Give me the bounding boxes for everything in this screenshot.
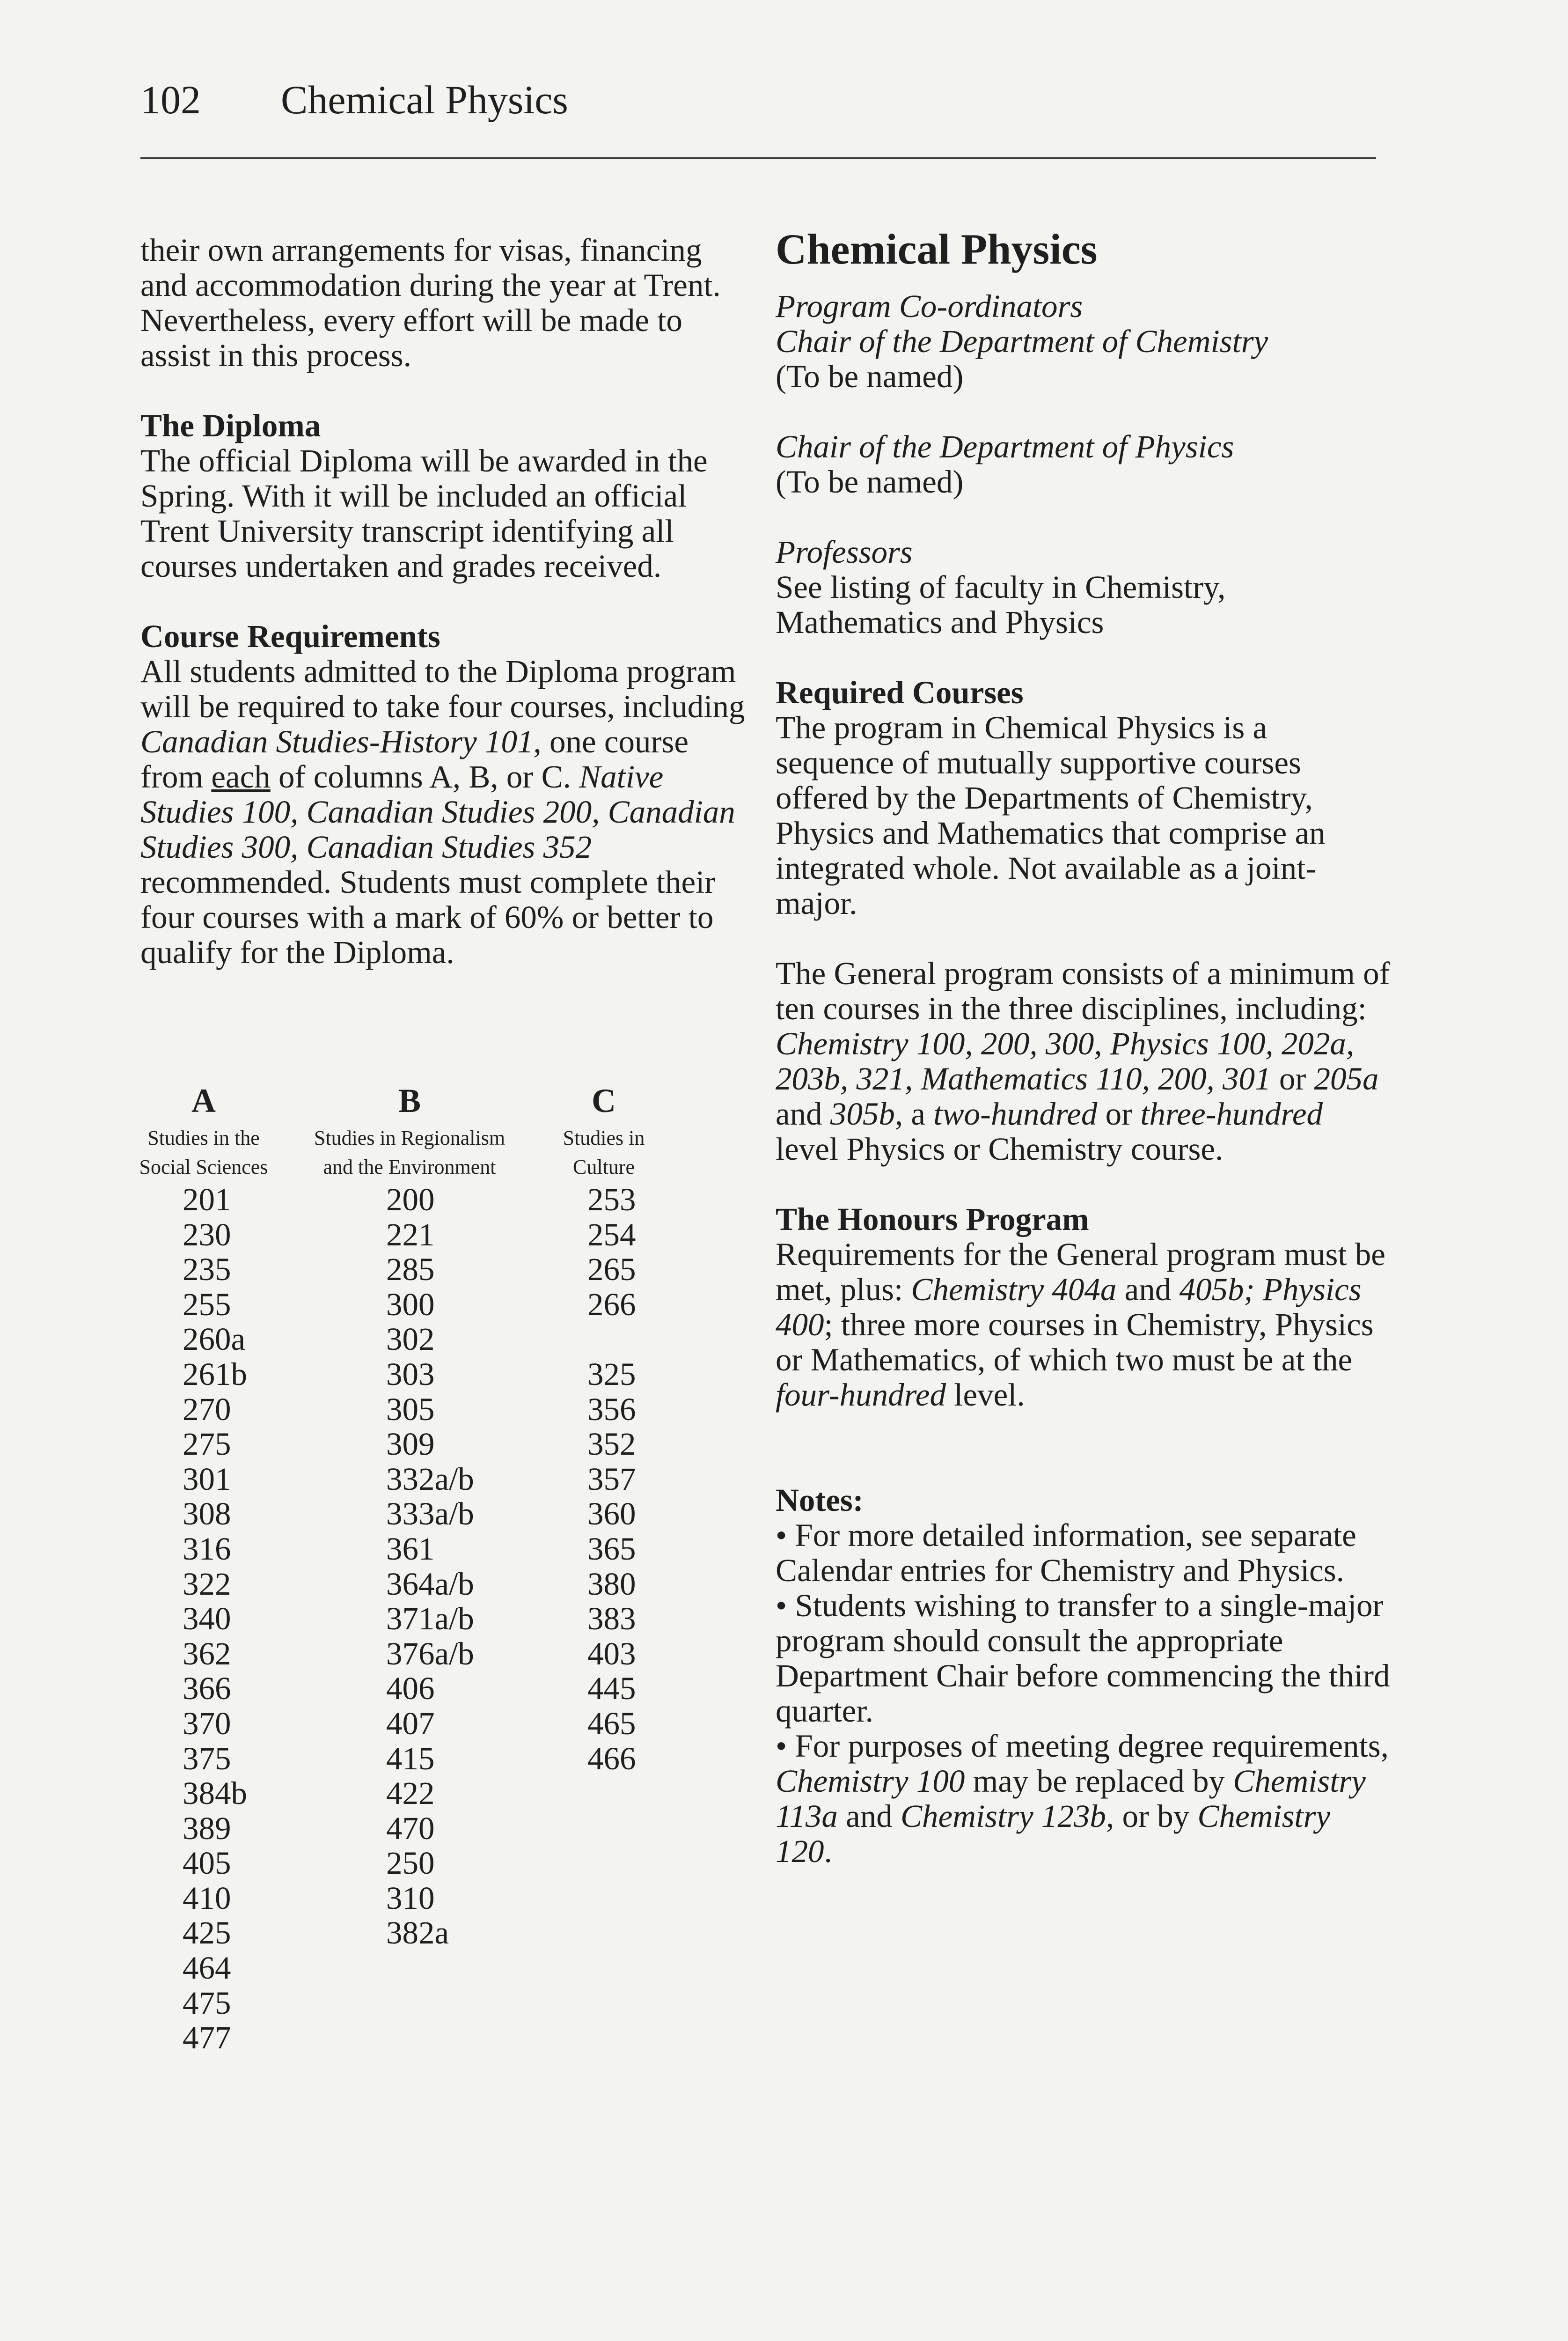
course-number: 475 [183,1985,231,2021]
column-c-subtitle: Studies in Culture [563,1126,645,1178]
course-number: 275 [183,1426,231,1462]
course-number: 364a/b [386,1566,474,1602]
course-number: 255 [183,1286,231,1322]
course-number: 325 [587,1356,636,1392]
left-column [140,233,749,970]
notes-heading: Notes: [776,1482,864,1518]
column-b-courses [386,1182,474,1951]
diploma-paragraph: The official Diploma will be awarded in the Spring. With it will be included an official Trent University transcript identifying all courses undertaken and grades received. [140,443,708,584]
course-number: 360 [587,1496,636,1532]
course-number: 477 [183,2020,231,2056]
course-number: 376a/b [386,1635,474,1671]
course-number: 380 [587,1566,636,1602]
right-column [776,225,1393,1869]
course-number: 415 [386,1740,435,1776]
course-number: 470 [386,1810,435,1846]
header-rule [140,157,1376,159]
course-number: 405 [183,1845,231,1881]
course-number: 410 [183,1880,231,1916]
general-program-paragraph: The General program consists of a minimum of ten courses in the three disciplines, including: Chemistry 100, 200, 300, Physics 100, 202a, 203b, 321, Mathematics 110, 200, 301 or 205a and 305b, a two-hundred or three-hundred level Physics or Chemistry course. [776,956,1390,1167]
running-header [140,77,568,122]
course-number: 302 [386,1321,435,1357]
course-number: 340 [183,1601,231,1637]
course-number: 361 [386,1531,435,1567]
course-number: 322 [183,1566,231,1602]
course-number: 362 [183,1635,231,1671]
course-number: 365 [587,1531,636,1567]
course-number: 356 [587,1391,636,1427]
course-requirements-heading: Course Requirements [140,618,440,654]
column-b-subtitle: Studies in Regionalism and the Environment [314,1126,506,1178]
course-number: 422 [386,1775,435,1811]
course-number: 352 [587,1426,636,1462]
course-number: 407 [386,1705,435,1741]
course-number: 221 [386,1216,435,1252]
course-number: 308 [183,1496,231,1532]
required-courses-heading: Required Courses [776,675,1024,710]
note-1: • For more detailed information, see separate Calendar entries for Chemistry and Physics. [776,1517,1356,1588]
course-number: 389 [183,1810,231,1846]
course-number: 316 [183,1531,231,1567]
course-number: 382a [386,1915,449,1951]
course-number: 333a/b [386,1496,474,1532]
chemistry-chair: Chair of the Department of Chemistry [776,324,1268,359]
course-requirements-paragraph: All students admitted to the Diploma program will be required to take four courses, including Canadian Studies-History 101, one course from each of columns A, B, or C. Native Studies 100, Canadian Studies 200, Canadian Studies 300, Canadian Studies 352 recommended. Students must complete their four courses with a mark of 60% or better to qualify for the Diploma. [140,654,745,970]
course-number: 201 [183,1182,231,1217]
professors-label: Professors [776,534,913,570]
running-title: Chemical Physics [281,77,568,122]
course-number: 383 [587,1601,636,1637]
course-number: 303 [386,1356,435,1392]
course-number: 406 [386,1671,435,1707]
column-c-courses [587,1182,636,1776]
course-number: 310 [386,1880,435,1916]
course-number: 301 [183,1461,231,1497]
page-number: 102 [140,77,201,122]
course-number: 285 [386,1251,435,1288]
course-number: 250 [386,1845,435,1881]
column-b-letter: B [398,1082,421,1119]
course-number [587,1322,636,1357]
course-number: 371a/b [386,1601,474,1637]
column-a-letter: A [191,1082,216,1119]
section-title: Chemical Physics [776,225,1098,273]
course-number: 466 [587,1740,636,1776]
course-number: 230 [183,1216,231,1252]
physics-chair: Chair of the Department of Physics [776,429,1234,464]
course-number: 375 [183,1740,231,1776]
course-number: 261b [183,1356,247,1392]
course-number: 425 [183,1915,231,1951]
course-number: 370 [183,1705,231,1741]
course-number: 403 [587,1635,636,1671]
to-be-named-1: (To be named) [776,359,964,394]
column-a-subtitle: Studies in the Social Sciences [139,1126,268,1178]
intro-paragraph: their own arrangements for visas, financing and accommodation during the year at Trent. Nevertheless, every effort will be made to assist in this process. [140,232,721,373]
professors-text: See listing of faculty in Chemistry, Mathematics and Physics [776,569,1226,640]
course-number: 366 [183,1671,231,1707]
course-number: 357 [587,1461,636,1497]
coordinators-label: Program Co-ordinators [776,288,1083,324]
course-number: 253 [587,1182,636,1217]
course-number: 305 [386,1391,435,1427]
required-courses-paragraph: The program in Chemical Physics is a sequence of mutually supportive courses offered by the Departments of Chemistry, Physics and Mathematics that comprise an integrated whole. Not available as a joint-major. [776,710,1326,921]
to-be-named-2: (To be named) [776,464,964,500]
column-a-courses [183,1182,247,2055]
course-number: 309 [386,1426,435,1462]
course-number: 270 [183,1391,231,1427]
course-number: 464 [183,1950,231,1986]
course-number: 260a [183,1321,246,1357]
course-number: 300 [386,1286,435,1322]
honours-paragraph: Requirements for the General program must be met, plus: Chemistry 404a and 405b; Physics 400; three more courses in Chemistry, Physics or Mathematics, of which two must be at the four-hundred level. [776,1237,1385,1413]
course-number: 235 [183,1251,231,1288]
honours-heading: The Honours Program [776,1201,1089,1237]
course-number: 254 [587,1216,636,1252]
note-3: • For purposes of meeting degree requirements, Chemistry 100 may be replaced by Chemistry 113a and Chemistry 123b, or by Chemistry 120. [776,1728,1389,1869]
course-number: 445 [587,1671,636,1707]
course-number: 384b [183,1775,247,1811]
course-number: 465 [587,1705,636,1741]
course-number: 265 [587,1251,636,1288]
course-number: 332a/b [386,1461,474,1497]
note-2: • Students wishing to transfer to a single-major program should consult the appropriate Department Chair before commencing the third quarter. [776,1588,1390,1729]
course-number: 200 [386,1182,435,1217]
diploma-heading: The Diploma [140,408,321,443]
course-number: 266 [587,1286,636,1322]
column-c-letter: C [592,1082,616,1119]
